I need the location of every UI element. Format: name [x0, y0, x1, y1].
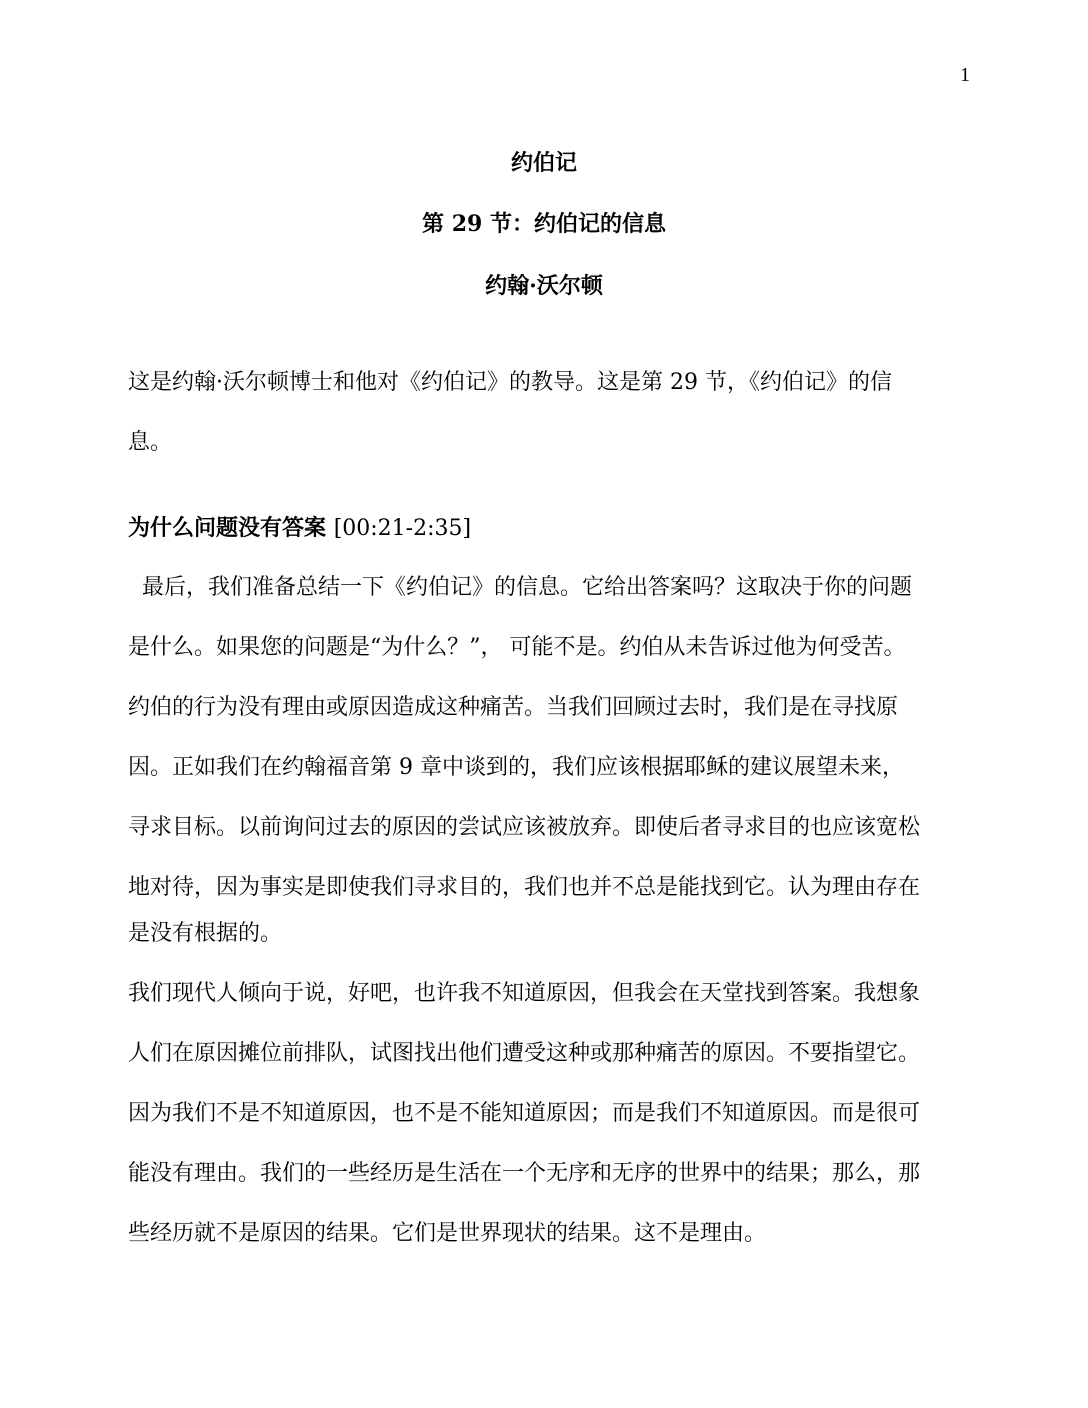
section-heading-text: 为什么问题没有答案	[128, 515, 327, 541]
paragraph-line: 人们在原因摊位前排队，试图找出他们遭受这种或那种痛苦的原因。不要指望它。	[128, 1041, 921, 1066]
paragraph-line: 是什么。如果您的问题是“为什么？”， 可能不是。约伯从未告诉过他为何受苦。	[128, 635, 906, 660]
page-number: 1	[960, 64, 970, 86]
paragraph-line: 是没有根据的。	[128, 921, 283, 946]
body-paragraph-2	[128, 979, 968, 1279]
paragraph-line: 这是约翰·沃尔顿博士和他对《约伯记》的教导。这是第 29 节，《约伯记》的信	[128, 370, 892, 395]
section-heading	[128, 513, 471, 544]
paragraph-line: 我们现代人倾向于说，好吧，也许我不知道原因，但我会在天堂找到答案。我想象	[128, 981, 921, 1006]
paragraph-line: 寻求目标。以前询问过去的原因的尝试应该被放弃。即使后者寻求目的也应该宽松	[128, 815, 921, 840]
lecture-subtitle: 第 29 节：约伯记的信息	[422, 211, 666, 237]
paragraph-line: 最后，我们准备总结一下《约伯记》的信息。它给出答案吗？这取决于你的问题	[128, 575, 912, 600]
paragraph-line: 地对待，因为事实是即使我们寻求目的，我们也并不总是能找到它。认为理由存在	[128, 875, 921, 900]
paragraph-line: 约伯的行为没有理由或原因造成这种痛苦。当我们回顾过去时，我们是在寻找原	[128, 695, 899, 720]
body-paragraph-1	[128, 573, 968, 979]
author-name: 约翰·沃尔顿	[485, 273, 603, 299]
paragraph-line: 能没有理由。我们的一些经历是生活在一个无序和无序的世界中的结果；那么，那	[128, 1161, 921, 1186]
paragraph-line: 因。正如我们在约翰福音第 9 章中谈到的，我们应该根据耶稣的建议展望未来，	[128, 755, 904, 780]
intro-paragraph	[128, 368, 968, 488]
section-timecode: [00:21-2:35]	[333, 516, 472, 541]
paragraph-line: 因为我们不是不知道原因，也不是不能知道原因；而是我们不知道原因。而是很可	[128, 1101, 921, 1126]
document-title: 约伯记	[510, 150, 577, 176]
paragraph-line: 息。	[128, 430, 173, 455]
paragraph-line: 些经历就不是原因的结果。它们是世界现状的结果。这不是理由。	[128, 1221, 767, 1246]
